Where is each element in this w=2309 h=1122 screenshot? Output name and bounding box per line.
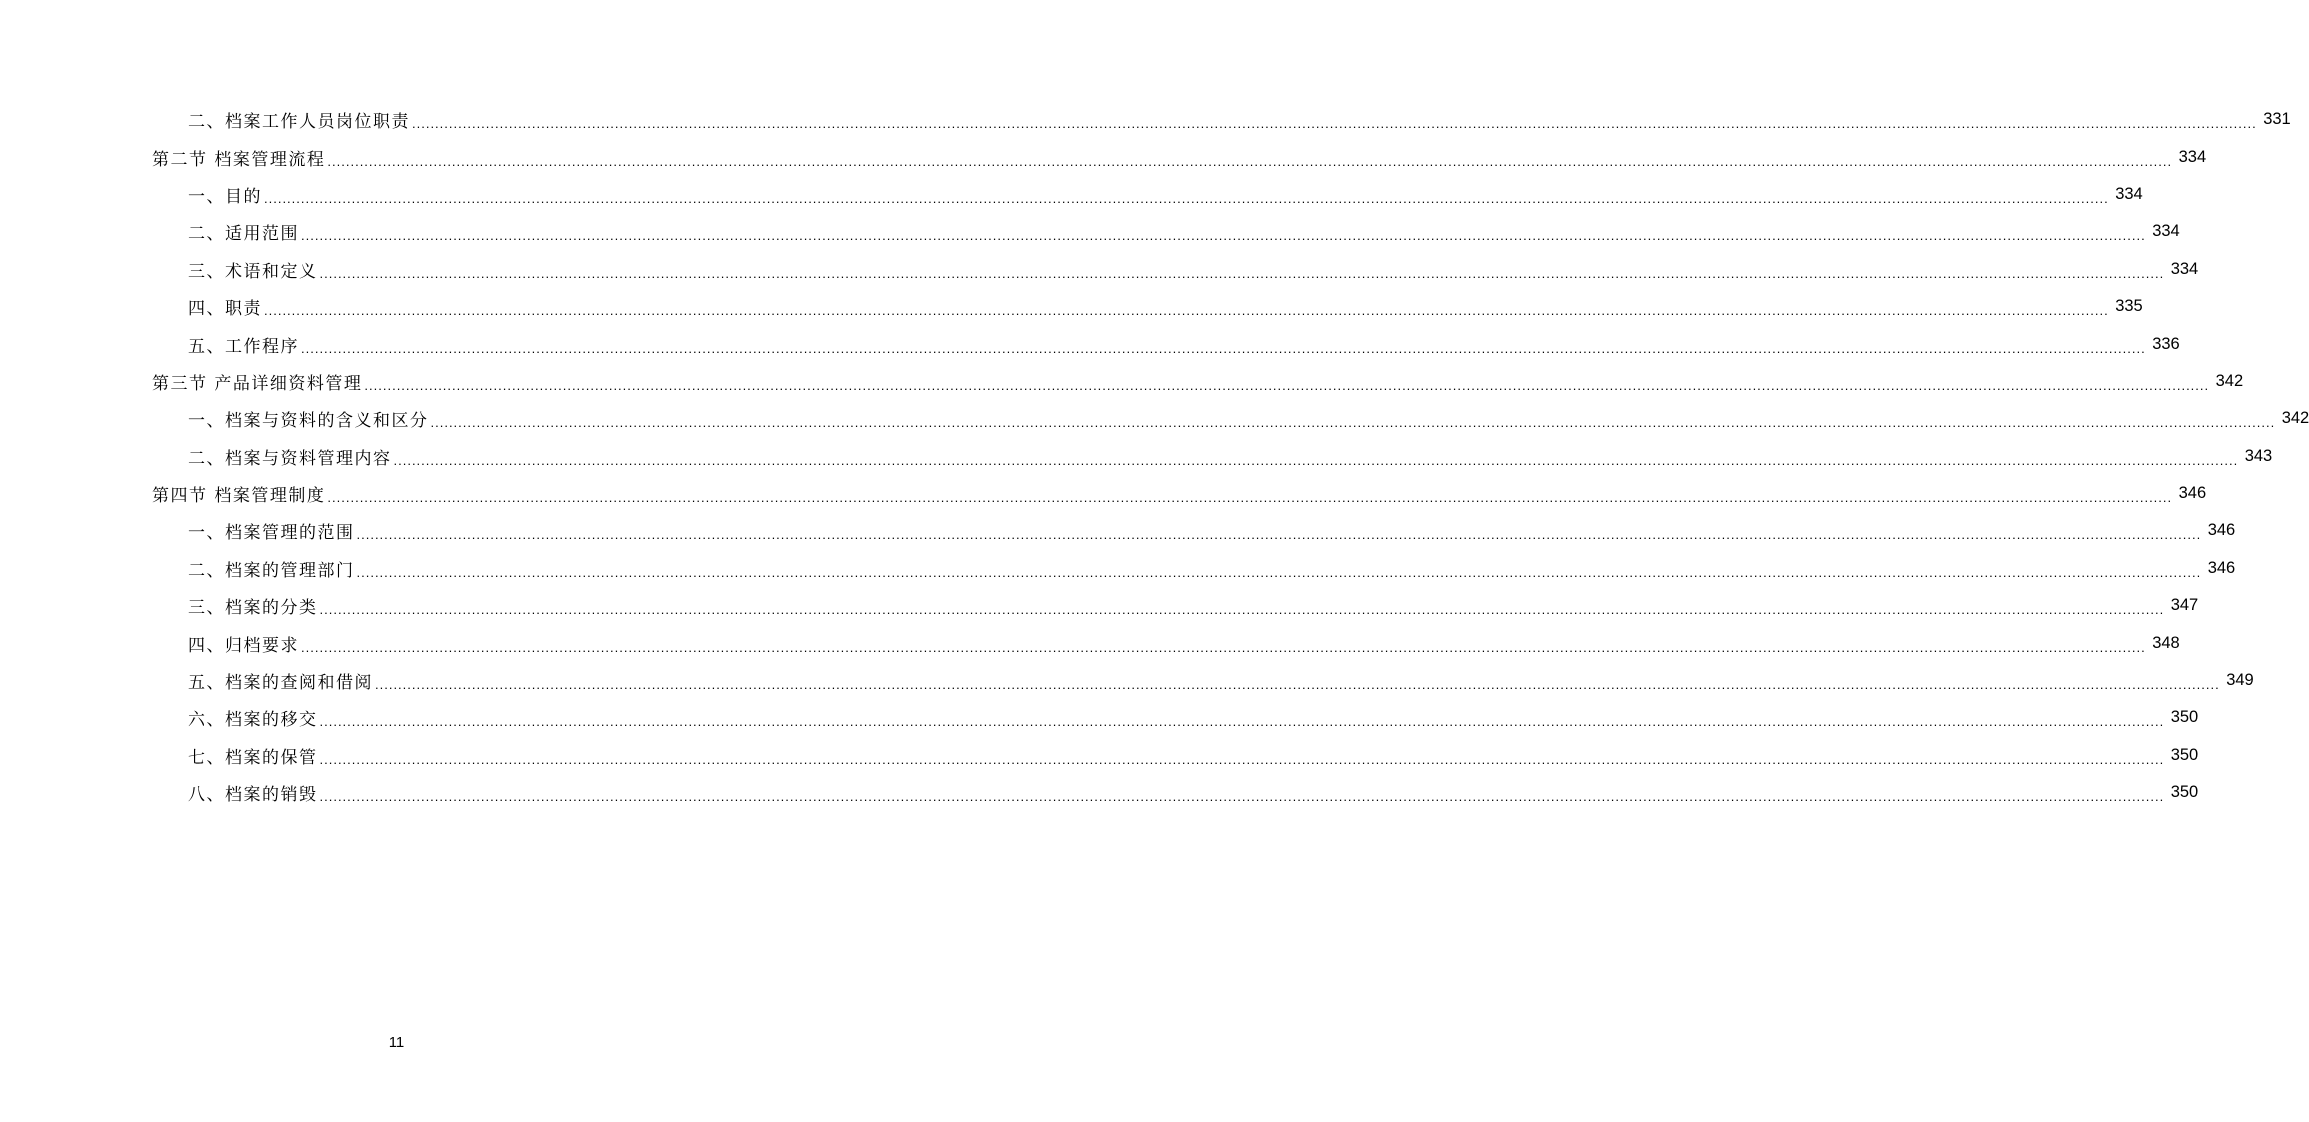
toc-subsection-entry[interactable] bbox=[0, 325, 2180, 362]
toc-dot-leader: ................................................................................................................................................................................................................................................................................................................................................................................................................ bbox=[356, 564, 2202, 580]
toc-entry-page: 350 bbox=[2170, 745, 2199, 764]
toc-entry-title: 五、档案的查阅和借阅 bbox=[188, 673, 373, 694]
toc-dot-leader: ................................................................................................................................................................................................................................................................................................................................................................................................................ bbox=[301, 228, 2146, 244]
toc-entry-title: 四、职责 bbox=[188, 299, 262, 320]
toc-dot-leader: ................................................................................................................................................................................................................................................................................................................................................................................................................ bbox=[319, 714, 2165, 730]
toc-entry-page: 343 bbox=[2244, 446, 2273, 465]
toc-entry-page: 346 bbox=[2207, 521, 2236, 540]
toc-subsection-entry[interactable] bbox=[0, 101, 2291, 138]
toc-entry-title: 一、目的 bbox=[188, 186, 262, 207]
toc-entry-page: 342 bbox=[2281, 409, 2309, 428]
toc-dot-leader: ................................................................................................................................................................................................................................................................................................................................................................................................................ bbox=[301, 639, 2146, 655]
toc-subsection-entry[interactable] bbox=[0, 774, 2199, 811]
toc-section-entry[interactable] bbox=[0, 475, 2207, 512]
toc-entry-page: 350 bbox=[2170, 783, 2199, 802]
toc-entry-page: 334 bbox=[2152, 222, 2180, 241]
toc-entry-title: 四、归档要求 bbox=[188, 635, 299, 656]
toc-dot-leader: ................................................................................................................................................................................................................................................................................................................................................................................................................ bbox=[364, 377, 2210, 393]
table-of-contents bbox=[0, 101, 2309, 811]
toc-subsection-entry[interactable] bbox=[0, 550, 2236, 587]
toc-subsection-entry[interactable] bbox=[0, 587, 2199, 624]
toc-subsection-entry[interactable] bbox=[0, 288, 2143, 325]
toc-entry-title: 第二节 档案管理流程 bbox=[152, 149, 326, 170]
toc-entry-title: 一、档案管理的范围 bbox=[188, 523, 355, 544]
toc-subsection-entry[interactable] bbox=[0, 438, 2273, 475]
toc-dot-leader: ................................................................................................................................................................................................................................................................................................................................................................................................................ bbox=[430, 415, 2276, 431]
toc-dot-leader: ................................................................................................................................................................................................................................................................................................................................................................................................................ bbox=[264, 190, 2109, 206]
toc-dot-leader: ................................................................................................................................................................................................................................................................................................................................................................................................................ bbox=[327, 490, 2173, 506]
toc-entry-title: 第三节 产品详细资料管理 bbox=[152, 373, 363, 394]
toc-entry-title: 八、档案的销毁 bbox=[188, 785, 318, 806]
toc-entry-page: 331 bbox=[2263, 110, 2291, 129]
toc-dot-leader: ................................................................................................................................................................................................................................................................................................................................................................................................................ bbox=[356, 527, 2202, 543]
toc-entry-page: 346 bbox=[2207, 558, 2236, 577]
toc-subsection-entry[interactable] bbox=[0, 699, 2199, 736]
toc-dot-leader: ................................................................................................................................................................................................................................................................................................................................................................................................................ bbox=[301, 340, 2146, 356]
toc-subsection-entry[interactable] bbox=[0, 251, 2199, 288]
toc-dot-leader: ................................................................................................................................................................................................................................................................................................................................................................................................................ bbox=[393, 452, 2239, 468]
toc-entry-page: 335 bbox=[2115, 297, 2143, 316]
toc-subsection-entry[interactable] bbox=[0, 737, 2199, 774]
toc-section-entry[interactable] bbox=[0, 138, 2207, 175]
toc-dot-leader: ................................................................................................................................................................................................................................................................................................................................................................................................................ bbox=[327, 153, 2173, 169]
toc-dot-leader: ................................................................................................................................................................................................................................................................................................................................................................................................................ bbox=[319, 789, 2165, 805]
toc-entry-title: 二、适用范围 bbox=[188, 224, 299, 245]
toc-subsection-entry[interactable] bbox=[0, 176, 2143, 213]
toc-subsection-entry[interactable] bbox=[0, 400, 2309, 437]
toc-subsection-entry[interactable] bbox=[0, 213, 2180, 250]
toc-entry-title: 五、工作程序 bbox=[188, 336, 299, 357]
toc-entry-title: 三、术语和定义 bbox=[188, 261, 318, 282]
toc-dot-leader: ................................................................................................................................................................................................................................................................................................................................................................................................................ bbox=[412, 116, 2257, 132]
toc-entry-title: 二、档案与资料管理内容 bbox=[188, 448, 392, 469]
toc-entry-page: 349 bbox=[2226, 671, 2254, 690]
toc-dot-leader: ................................................................................................................................................................................................................................................................................................................................................................................................................ bbox=[319, 265, 2165, 281]
toc-entry-page: 334 bbox=[2115, 184, 2143, 203]
toc-entry-title: 三、档案的分类 bbox=[188, 598, 318, 619]
toc-entry-title: 第四节 档案管理制度 bbox=[152, 486, 326, 507]
toc-entry-page: 346 bbox=[2178, 484, 2207, 503]
toc-entry-page: 342 bbox=[2215, 371, 2244, 390]
toc-dot-leader: ................................................................................................................................................................................................................................................................................................................................................................................................................ bbox=[319, 602, 2165, 618]
toc-dot-leader: ................................................................................................................................................................................................................................................................................................................................................................................................................ bbox=[264, 303, 2109, 319]
toc-entry-page: 347 bbox=[2170, 596, 2199, 615]
toc-entry-page: 336 bbox=[2152, 334, 2180, 353]
toc-entry-title: 二、档案工作人员岗位职责 bbox=[188, 112, 410, 133]
toc-entry-title: 一、档案与资料的含义和区分 bbox=[188, 411, 429, 432]
toc-entry-title: 二、档案的管理部门 bbox=[188, 560, 355, 581]
toc-entry-page: 348 bbox=[2152, 633, 2180, 652]
toc-subsection-entry[interactable] bbox=[0, 512, 2236, 549]
toc-entry-page: 350 bbox=[2170, 708, 2199, 727]
toc-subsection-entry[interactable] bbox=[0, 624, 2180, 661]
toc-entry-page: 334 bbox=[2178, 147, 2207, 166]
toc-entry-page: 334 bbox=[2170, 259, 2199, 278]
toc-subsection-entry[interactable] bbox=[0, 662, 2254, 699]
toc-dot-leader: ................................................................................................................................................................................................................................................................................................................................................................................................................ bbox=[319, 751, 2165, 767]
toc-section-entry[interactable] bbox=[0, 363, 2244, 400]
page-number: 11 bbox=[388, 1034, 405, 1051]
toc-entry-title: 六、档案的移交 bbox=[188, 710, 318, 731]
toc-entry-title: 七、档案的保管 bbox=[188, 747, 318, 768]
toc-dot-leader: ................................................................................................................................................................................................................................................................................................................................................................................................................ bbox=[375, 677, 2220, 693]
